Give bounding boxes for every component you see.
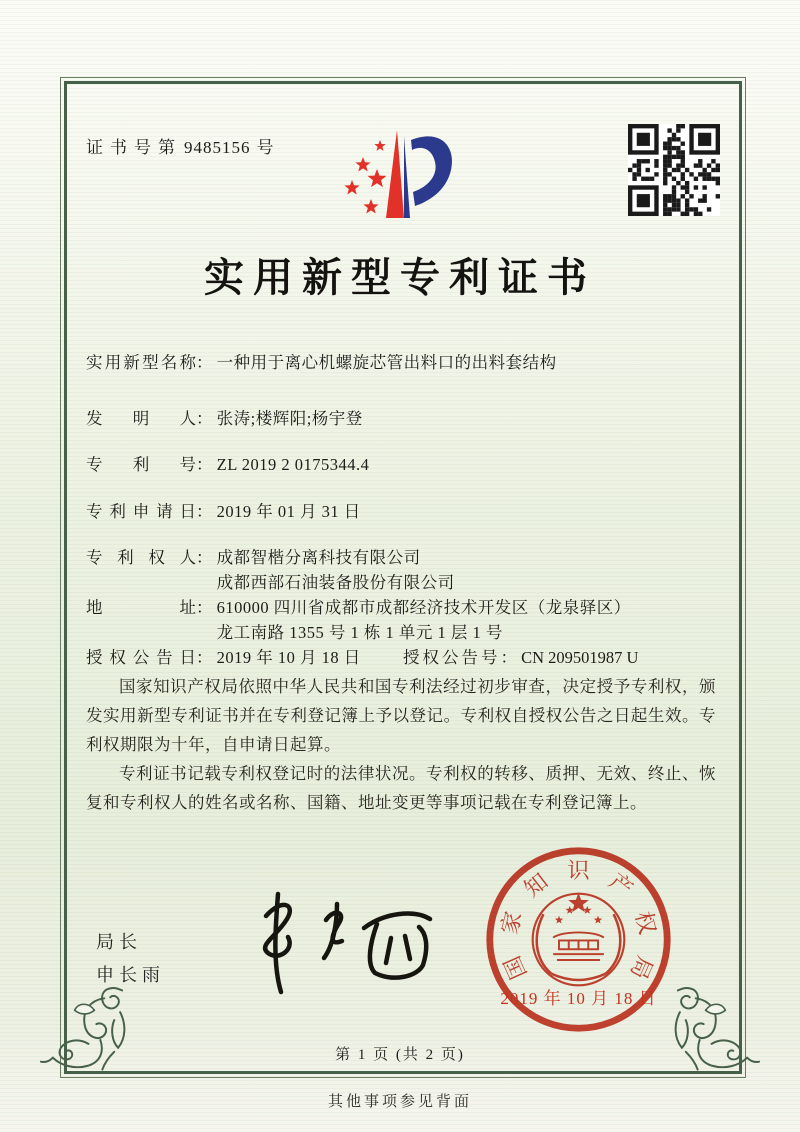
field-value: CN 209501987 U bbox=[521, 648, 639, 667]
svg-text:权: 权 bbox=[630, 908, 661, 937]
field-value: 2019 年 01 月 31 日 bbox=[216, 502, 361, 521]
seal-ring-text bbox=[497, 858, 660, 983]
label-colon: ： bbox=[196, 409, 213, 428]
cert-no-suffix: 号 bbox=[256, 138, 274, 157]
label-colon: ： bbox=[196, 455, 213, 474]
field-label: 实用新型名称 bbox=[86, 353, 196, 372]
national-emblem-icon bbox=[533, 893, 625, 986]
svg-text:知: 知 bbox=[519, 868, 553, 902]
field-value: 2019 年 10 月 18 日 bbox=[216, 648, 361, 667]
label-colon: ： bbox=[500, 648, 517, 667]
patentee-line-2: 成都西部石油装备股份有限公司 bbox=[216, 573, 455, 592]
page-number: 第 1 页 (共 2 页) bbox=[335, 1047, 465, 1063]
svg-text:国: 国 bbox=[499, 952, 532, 983]
cnipa-logo-icon bbox=[330, 126, 482, 238]
field-label: 专利权人 bbox=[86, 548, 196, 567]
label-colon: ： bbox=[196, 502, 213, 521]
field-row-grant bbox=[86, 645, 726, 670]
qr-code-icon bbox=[628, 124, 720, 216]
logo-stars-icon bbox=[344, 140, 386, 214]
label-colon: ： bbox=[196, 648, 213, 667]
svg-text:产: 产 bbox=[604, 868, 638, 902]
certificate-title: 实用新型专利证书 bbox=[204, 255, 596, 300]
cert-no-prefix: 证书号第 bbox=[86, 138, 182, 157]
certificate-number bbox=[86, 133, 274, 158]
field-label: 专利号 bbox=[86, 455, 196, 474]
field-label: 地址 bbox=[86, 598, 196, 617]
officer-name: 申长雨 bbox=[96, 965, 165, 985]
field-row-name bbox=[86, 350, 726, 375]
svg-text:识: 识 bbox=[567, 858, 590, 884]
svg-text:家: 家 bbox=[496, 908, 527, 937]
logo-p-bowl bbox=[411, 136, 452, 206]
label-colon: ： bbox=[196, 548, 213, 567]
signature-stroke bbox=[275, 894, 281, 992]
field-label: 发明人 bbox=[86, 409, 196, 428]
legal-paragraph-1: 国家知识产权局依照中华人民共和国专利法经过初步审查，决定授予专利权，颁发实用新型专利证书并在专利登记簿上予以登记。专利权自授权公告之日起生效。专利权期限为十年，自申请日起算。 bbox=[86, 677, 716, 754]
back-note: 其他事项参见背面 bbox=[327, 1094, 472, 1110]
cert-no-value: 9485156 bbox=[184, 138, 251, 157]
svg-text:局: 局 bbox=[625, 952, 658, 983]
corner-ornament-icon bbox=[40, 982, 134, 1077]
signature-stroke bbox=[386, 938, 391, 963]
field-row-patentee bbox=[86, 545, 726, 595]
field-value: 一种用于离心机螺旋芯管出料口的出料套结构 bbox=[216, 353, 557, 372]
corner-ornament-icon bbox=[666, 982, 760, 1077]
label-colon: ： bbox=[196, 598, 213, 617]
signature-stroke bbox=[324, 904, 337, 958]
seal-date: 2019 年 10 月 18 日 bbox=[500, 989, 657, 1008]
logo-blue-stem bbox=[404, 136, 410, 218]
field-row-filing-date bbox=[86, 499, 726, 524]
officer-title: 局长 bbox=[96, 932, 142, 952]
field-row-address bbox=[86, 595, 726, 645]
field-label: 专利申请日 bbox=[86, 502, 196, 521]
address-line-2: 龙工南路 1355 号 1 栋 1 单元 1 层 1 号 bbox=[216, 623, 503, 642]
field-value: 张涛;楼辉阳;杨宇登 bbox=[216, 409, 363, 428]
field-value bbox=[217, 595, 631, 645]
field-value: ZL 2019 2 0175344.4 bbox=[216, 455, 370, 474]
field-label: 授权公告号 bbox=[403, 648, 501, 667]
legal-text bbox=[86, 672, 716, 817]
legal-paragraph-2: 专利证书记载专利权登记时的法律状况。专利权的转移、质押、无效、终止、恢复和专利权人的姓名或名称、国籍、地址变更等事项记载在专利登记簿上。 bbox=[86, 764, 716, 812]
field-label: 授权公告日 bbox=[86, 648, 196, 667]
patentee-line-1: 成都智楷分离科技有限公司 bbox=[216, 548, 421, 567]
logo-red-wedge bbox=[386, 130, 404, 218]
director-signature bbox=[228, 888, 443, 1000]
field-grant-no bbox=[403, 645, 638, 670]
signature-stroke bbox=[370, 924, 426, 978]
field-row-inventor bbox=[86, 406, 726, 431]
field-row-patent-no bbox=[86, 452, 726, 477]
address-line-1: 610000 四川省成都市成都经济技术开发区（龙泉驿区） bbox=[216, 598, 631, 617]
signature-stroke bbox=[405, 936, 410, 959]
field-value bbox=[217, 545, 455, 595]
label-colon: ： bbox=[196, 353, 213, 372]
